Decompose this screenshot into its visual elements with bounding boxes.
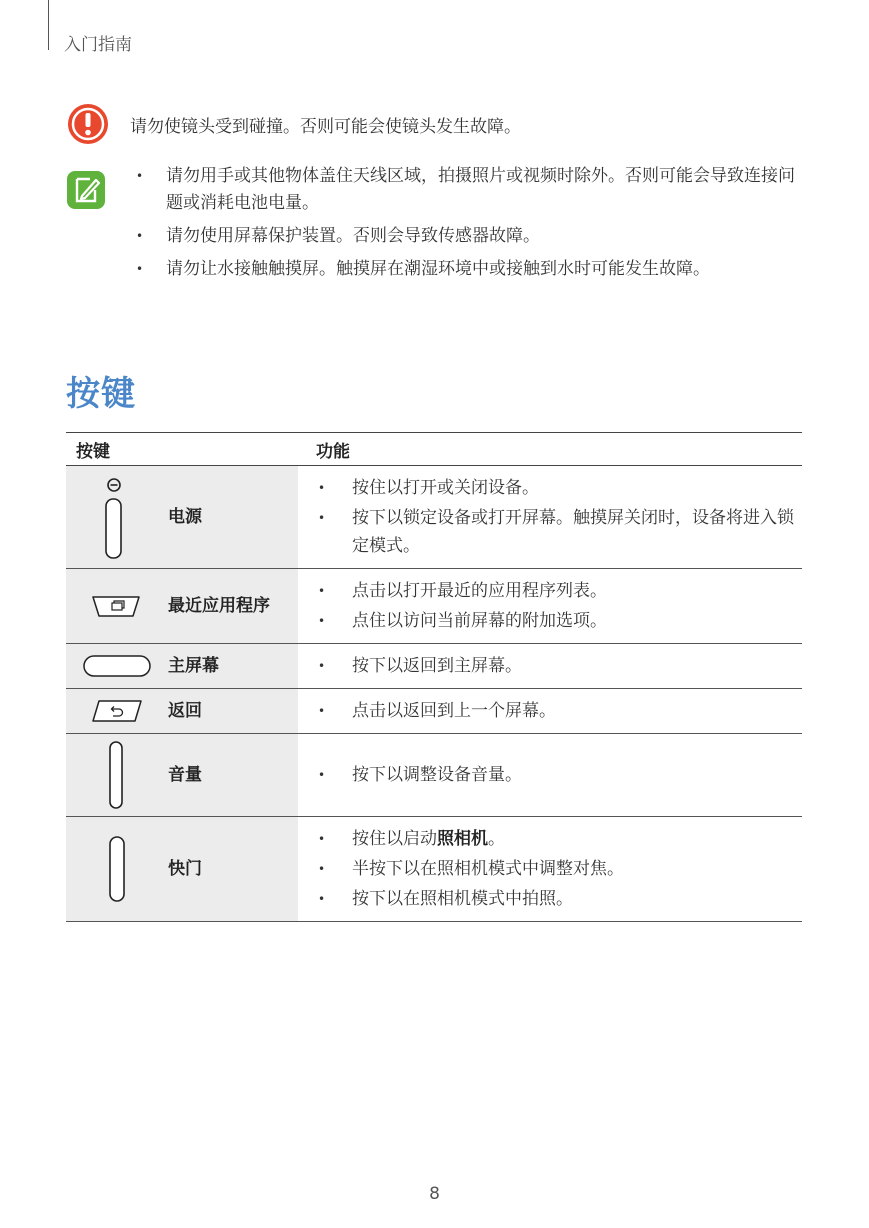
function-item: • 按下以调整设备音量。	[316, 761, 802, 789]
key-name: 返回	[168, 701, 202, 721]
home-key-icon	[82, 653, 152, 679]
key-name: 最近应用程序	[168, 596, 270, 616]
function-item: • 点住以访问当前屏幕的附加选项。	[316, 607, 802, 635]
note-item: • 请勿使用屏幕保护装置。否则会导致传感器故障。	[130, 223, 810, 250]
key-cell	[66, 734, 298, 817]
function-item: • 点击以返回到上一个屏幕。	[316, 697, 802, 725]
page-edge-line	[48, 0, 49, 50]
function-item: • 半按下以在照相机模式中调整对焦。	[316, 855, 802, 883]
key-cell	[66, 644, 298, 689]
recent-apps-key-icon	[89, 591, 145, 621]
function-item: • 按下以返回到主屏幕。	[316, 652, 802, 680]
function-item: • 点击以打开最近的应用程序列表。	[316, 577, 802, 605]
function-cell	[298, 644, 802, 689]
header-function: 功能	[298, 433, 802, 466]
note-item: • 请勿让水接触触摸屏。触摸屏在潮湿环境中或接触到水时可能发生故障。	[130, 256, 810, 283]
table-row	[66, 644, 802, 689]
key-cell	[66, 817, 298, 922]
function-cell	[298, 734, 802, 817]
caution-text: 请勿使镜头受到碰撞。否则可能会使镜头发生故障。	[130, 117, 521, 137]
header-key: 按键	[66, 433, 298, 466]
back-key-icon	[89, 696, 145, 726]
table-row	[66, 689, 802, 734]
key-cell	[66, 466, 298, 569]
section-title: 按键	[66, 374, 136, 414]
note-pencil-icon	[66, 170, 106, 210]
caution-icon	[66, 102, 110, 146]
note-item: • 请勿用手或其他物体盖住天线区域，拍摄照片或视频时除外。否则可能会导致连接问题或消耗电池电量。	[130, 163, 810, 217]
function-item: • 按住以打开或关闭设备。	[316, 474, 802, 502]
table-row	[66, 466, 802, 569]
table-row	[66, 734, 802, 817]
function-cell	[298, 689, 802, 734]
table-row	[66, 817, 802, 922]
page-number: 8	[429, 1184, 440, 1204]
function-cell	[298, 817, 802, 922]
function-item: • 按下以锁定设备或打开屏幕。触摸屏关闭时，设备将进入锁定模式。	[316, 504, 802, 560]
header-section-title: 入门指南	[64, 35, 132, 55]
keys-table	[66, 432, 802, 922]
table-header-row	[66, 433, 802, 466]
function-item: • 按住以启动照相机。	[316, 825, 802, 853]
notes-list	[130, 163, 810, 289]
key-cell	[66, 689, 298, 734]
table-row	[66, 569, 802, 644]
key-name: 音量	[168, 765, 202, 785]
function-cell	[298, 466, 802, 569]
key-name: 主屏幕	[168, 656, 219, 676]
key-name: 电源	[168, 507, 202, 527]
power-key-icon	[97, 472, 137, 562]
volume-key-icon	[102, 739, 132, 811]
function-cell	[298, 569, 802, 644]
key-name: 快门	[168, 859, 202, 879]
function-item: • 按下以在照相机模式中拍照。	[316, 885, 802, 913]
key-cell	[66, 569, 298, 644]
shutter-key-icon	[102, 833, 132, 905]
camera-app-name: 照相机	[437, 829, 488, 849]
